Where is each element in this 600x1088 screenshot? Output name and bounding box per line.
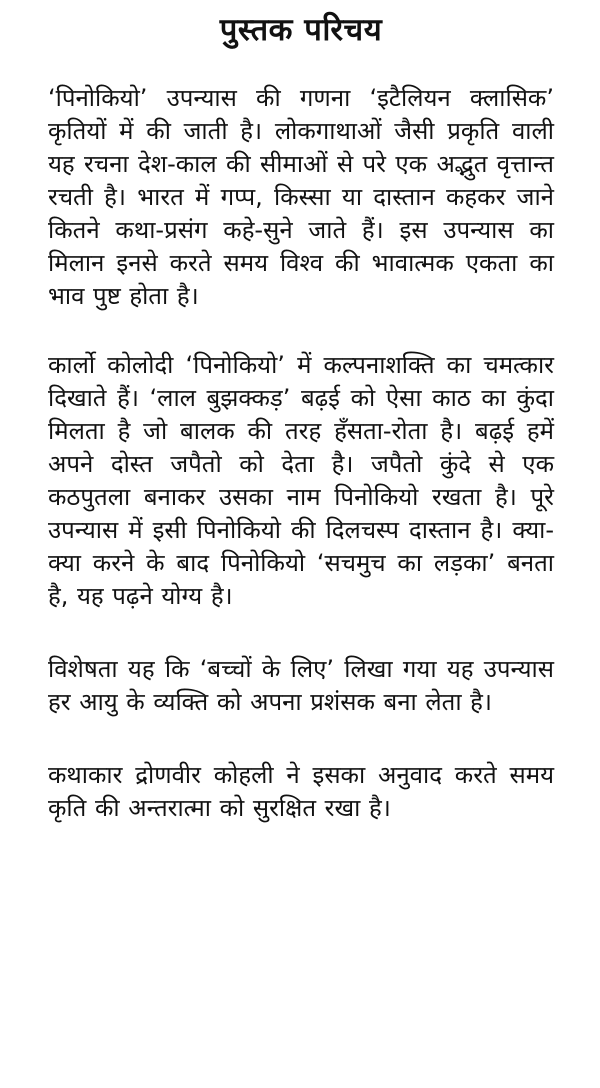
intro-paragraph-4: कथाकार द्रोणवीर कोहली ने इसका अनुवाद करते समय कृति की अन्तरात्मा को सुरक्षित रखा है। — [48, 761, 554, 822]
intro-paragraph-1: ‘पिनोकियो’ उपन्यास की गणना ‘इटैलियन क्लासिक’ कृतियों में की जाती है। लोकगाथाओं जैसी प्रकृति वाली यह रचना देश-काल की सीमाओं से परे एक अद्भुत वृत्तान्त रचती है। भारत में गप्प, किस्सा या दास्तान कहकर जाने कितने कथा-प्रसंग कहे-सुने जाते हैं। इस उपन्यास का मिलान इनसे करते समय विश्व की भावात्मक एकता का भाव पुष्ट होता है। — [48, 84, 554, 310]
intro-paragraph-3: विशेषता यह कि ‘बच्चों के लिए’ लिखा गया यह उपन्यास हर आयु के व्यक्ति को अपना प्रशंसक बना लेता है। — [48, 655, 554, 716]
page-title: पुस्तक परिचय — [219, 12, 383, 48]
intro-paragraph-2: कार्लो कोलोदी ‘पिनोकियो’ में कल्पनाशक्ति का चमत्कार दिखाते हैं। ‘लाल बुझक्कड़’ बढ़ई को ऐसा काठ का कुंदा मिलता है जो बालक की तरह हँसता-रोता है। बढ़ई हमें अपने दोस्त जपैतो को देता है। जपैतो कुंदे से एक कठपुतला बनाकर उसका नाम पिनोकियो रखता है। पूरे उपन्यास में इसी पिनोकियो की दिलचस्प दास्तान है। क्या-क्या करने के बाद पिनोकियो ‘सचमुच का लड़का’ बनता है, यह पढ़ने योग्य है। — [48, 351, 554, 610]
